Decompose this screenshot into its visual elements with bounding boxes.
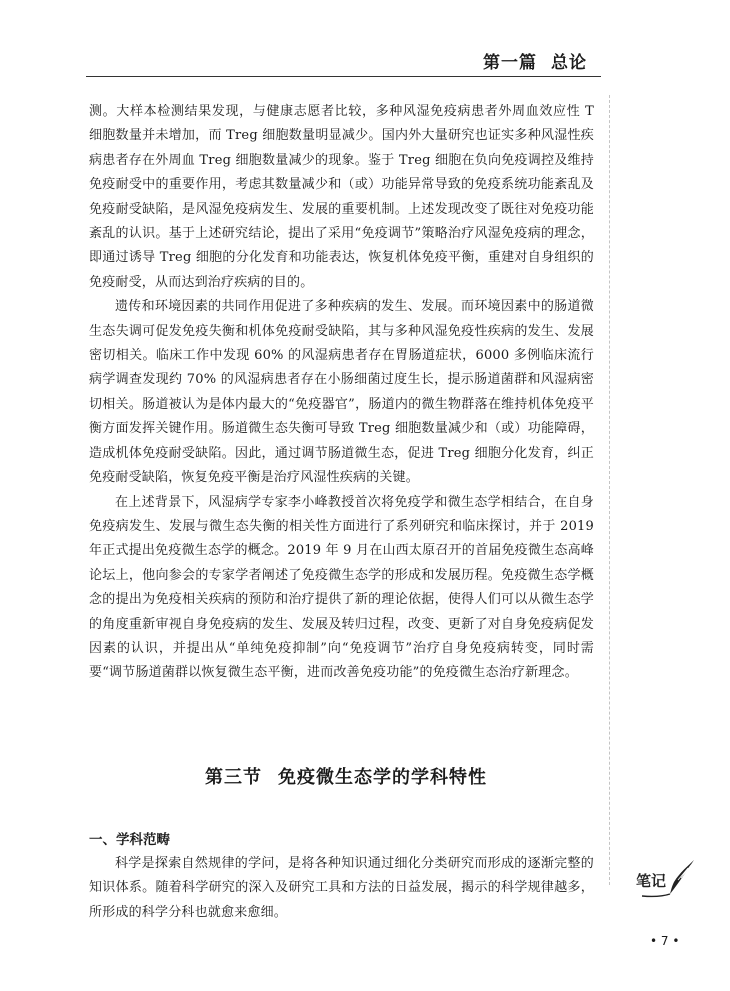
- section-heading: [0, 763, 692, 789]
- section-body-text: [89, 852, 594, 925]
- paragraph-3: 在上述背景下，风湿病学专家李小峰教授首次将免疫学和微生态学相结合，在自身免疫病发生、发展与微生态失衡的相关性方面进行了系列研究和临床探讨，并于 2019 年正式提出免疫微生态学的概念。2019 年 9 月在山西太原召开的首届免疫微生态高峰论坛上，他向参会的专家学者阐述了免疫微生态学的形成和发展历程。免疫微生态学概念的提出为免疫相关疾病的预防和治疗提供了新的理论依据，使得人们可以从微生态学的角度重新审视自身免疫病的发生、发展及转归过程，改变、更新了对自身免疫病促发因素的认识，并提出从“单纯免疫抑制”向“免疫调节”治疗自身免疫病转变，同时需要“调节肠道菌群以恢复微生态平衡，进而改善免疫功能”的免疫微生态治疗新理念。: [89, 494, 594, 681]
- header-rule: [86, 76, 601, 77]
- part-label: 第一篇: [483, 53, 537, 73]
- subsection-heading: 一、学科范畴: [89, 832, 170, 848]
- body-text: [89, 100, 594, 686]
- section-title: 免疫微生态学的学科特性: [278, 767, 487, 788]
- paragraph-4: 科学是探索自然规律的学问，是将各种知识通过细化分类研究而形成的逐渐完整的知识体系。随着科学研究的深入及研究工具和方法的日益发展，揭示的科学规律越多，所形成的科学分科也就愈来愈细。: [89, 856, 594, 920]
- paragraph-continued: 测。大样本检测结果发现，与健康志愿者比较，多种风湿免疫病患者外周血效应性 T 细胞数量并未增加，而 Treg 细胞数量明显减少。国内外大量研究也证实多种风湿性疾病患者存在外周血 Treg 细胞数量减少的现象。鉴于 Treg 细胞在负向免疫调控及维持免疫耐受中的重要作用，考虑其数量减少和（或）功能异常导致的免疫系统功能紊乱及免疫耐受缺陷，是风湿免疫病发生、发展的重要机制。上述发现改变了既往对免疫功能紊乱的认识。基于上述研究结论，提出了采用“免疫调节”策略治疗风湿免疫病的理念，即通过诱导 Treg 细胞的分化发育和功能表达，恢复机体免疫平衡，重建对自身组织的免疫耐受，从而达到治疗疾病的目的。: [89, 104, 594, 290]
- section-number: 第三节: [205, 767, 262, 788]
- paragraph-2: 遗传和环境因素的共同作用促进了多种疾病的发生、发展。而环境因素中的肠道微生态失调可促发免疫失衡和机体免疫耐受缺陷，其与多种风湿免疫性疾病的发生、发展密切相关。临床工作中发现 60% 的风湿病患者存在胃肠道症状，6000 多例临床流行病学调查发现约 70% 的风湿病患者存在小肠细菌过度生长，提示肠道菌群和风湿病密切相关。肠道被认为是体内最大的“免疫器官”，肠道内的微生物群落在维持机体免疫平衡方面发挥关键作用。肠道微生态失衡可导致 Treg 细胞数量减少和（或）功能障碍，造成机体免疫耐受缺陷。因此，通过调节肠道微生态，促进 Treg 细胞分化发育，纠正免疫耐受缺陷，恢复免疫平衡是治疗风湿性疾病的关键。: [89, 299, 594, 486]
- page-number: • 7 •: [650, 934, 680, 948]
- page-header: [0, 0, 730, 80]
- running-head: [483, 48, 587, 73]
- svg-text:笔记: 笔记: [636, 872, 667, 890]
- part-title: 总论: [551, 53, 587, 73]
- notes-quill-icon: [634, 856, 696, 900]
